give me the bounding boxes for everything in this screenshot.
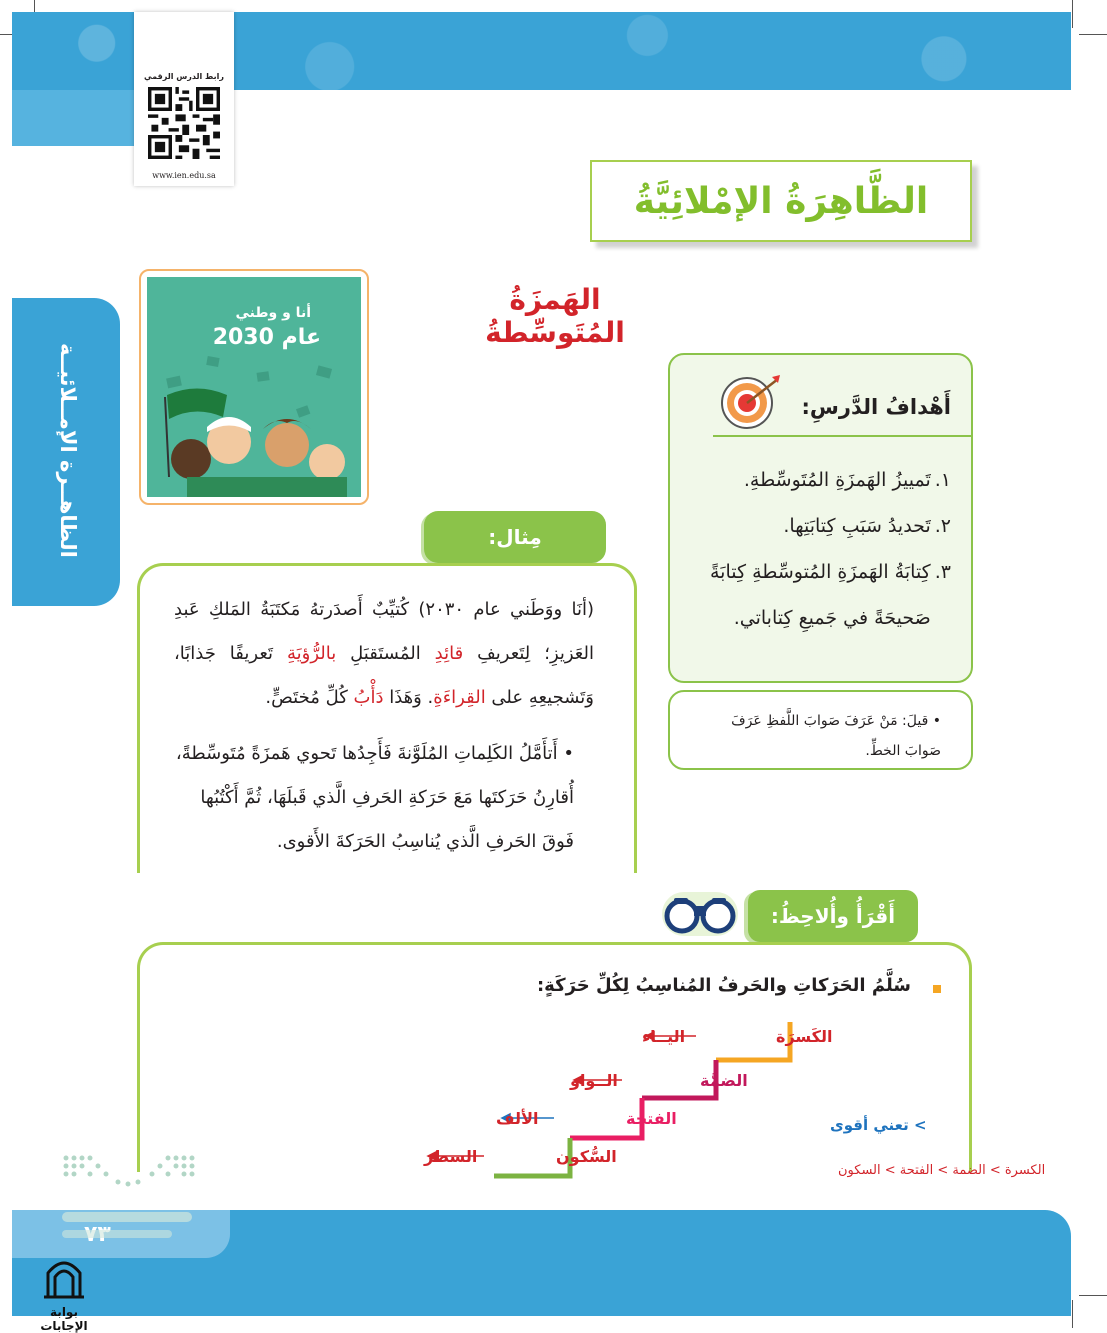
lesson-title: الظَّاهِرَةُ الإمْلائِيَّةُ	[633, 180, 929, 222]
order-text: الكسرة > الضمة > الفتحة > السكون	[838, 1163, 1046, 1178]
quote-text: • قيلَ: مَنْ عَرَفَ صَوابَ اللَّفظِ عَرَفَ صَوابَ الخطِّ.	[731, 713, 941, 759]
lesson-title-box	[590, 160, 972, 242]
poster-caption: أنا و وطني	[235, 305, 311, 321]
example-tab	[424, 511, 606, 563]
letter-label: السطر	[424, 1147, 478, 1166]
vowel-label: الكَسرَة	[776, 1027, 833, 1046]
instruction-text: • أَتأَمَّلُ الكَلِماتِ المُلَوَّنةَ فَأَجِدُها تَحوي هَمزَةً مُتَوسِّطةً، أُقارِنُ حَرَكتَها مَعَ حَرَكةِ الحَرفِ الَّذي قَبلَهَا، ثُمَّ أَكْتُبُها فَوقَ الحَرفِ الَّذي يُناسِبُ الحَرَكةَ الأَقوى.	[175, 743, 574, 852]
highlighted-word: دَأْبُ	[353, 687, 384, 708]
objective-text: تَحديدُ سَبَبِ كِتابَتِها.	[783, 515, 931, 537]
portal-arch-icon	[42, 1255, 86, 1299]
crop-mark	[1079, 34, 1107, 35]
binoculars-icon	[662, 892, 738, 936]
side-tab-title: الظاهــرة الإمــلائيــة	[56, 342, 80, 558]
banner-strip	[12, 90, 135, 146]
example-paragraph	[174, 588, 594, 720]
crop-mark	[1072, 0, 1073, 28]
example-box	[137, 563, 637, 873]
text-run: المُستَقبَلِ	[336, 643, 435, 664]
vowel-label: الفتحة	[626, 1109, 677, 1128]
list-item	[683, 503, 951, 549]
objective-number: ١.	[934, 469, 951, 491]
objectives-divider	[713, 435, 971, 437]
text-run: تَعريفًا جَذابًا، وَتَشجيعِهِ على	[174, 643, 594, 708]
crop-mark	[1079, 1295, 1107, 1296]
example-label: مِثال:	[488, 525, 542, 549]
qr-code-icon[interactable]	[148, 87, 220, 159]
qr-label: رابط الدرس الرقمي	[144, 72, 224, 81]
highlighted-word: بالرُّؤيَةِ	[286, 643, 337, 664]
letter-label: اليــاء	[642, 1027, 686, 1046]
read-observe-tab	[640, 890, 918, 942]
vowel-label: السُّكون	[556, 1147, 617, 1166]
ministry-logo	[58, 1150, 198, 1260]
poster-year: عام 2030	[212, 325, 321, 350]
meaning-text: > تعني أقوى	[830, 1116, 927, 1134]
objective-text: كِتابَةُ الهَمزَةِ المُتوسِّطةِ كِتابَةً صَحيحَةً في جَميعِ كِتاباتي.	[709, 561, 931, 629]
side-chapter-tab	[12, 298, 120, 606]
objective-number: ٣.	[934, 561, 951, 583]
quote-box	[668, 690, 973, 770]
objectives-box	[668, 353, 973, 683]
read-observe-label: أَقْرَأُ وأُلاحِظُ:	[770, 904, 896, 928]
read-observe-header	[748, 890, 918, 942]
vowel-label: الضمَّة	[700, 1071, 748, 1090]
objectives-heading: أَهْدافُ الدَّرسِ:	[801, 395, 951, 419]
poster-frame	[139, 269, 369, 505]
answers-portal-logo[interactable]	[26, 1255, 102, 1333]
lesson-subtitle: الهَمزَةُ المُتَوسِّطةُ	[485, 283, 625, 349]
text-run: كُلِّ مُختَصٍّ.	[265, 687, 354, 708]
highlighted-word: القِراءَةِ	[433, 687, 486, 708]
letter-label: الألف	[496, 1109, 539, 1128]
objective-number: ٢.	[934, 515, 951, 537]
qr-card[interactable]	[134, 12, 234, 186]
list-item	[683, 457, 951, 503]
list-item	[683, 549, 951, 641]
bullet-icon	[933, 985, 941, 993]
text-run: . وَهَذَا	[383, 687, 434, 708]
objectives-list	[683, 457, 951, 641]
read-observe-line: سُلَّمُ الحَرَكاتِ والحَرفُ المُناسِبُ لِكُلِّ حَرَكَةٍ:	[536, 975, 911, 996]
qr-url-link[interactable]: www.ien.edu.sa	[152, 171, 216, 180]
portal-label: بوابة الإجابات	[40, 1305, 88, 1333]
vowel-staircase	[360, 1010, 1046, 1190]
poster-image	[147, 277, 361, 497]
target-icon	[720, 373, 782, 431]
objective-text: تَمييزُ الهَمزَةِ المُتَوسِّطةِ.	[743, 469, 931, 491]
letter-label: الــواو	[570, 1071, 618, 1090]
crop-mark	[1072, 1300, 1073, 1328]
text-run: (أنَا ووَطَني عام ٢٠٣٠) كُتيِّبٌ أَصدَرتهُ مَكتَبَةُ المَلكِ عَبدِ العَزيزِ؛ لِتَعريفِ	[174, 599, 595, 664]
highlighted-word: قائِدِ	[434, 643, 464, 664]
